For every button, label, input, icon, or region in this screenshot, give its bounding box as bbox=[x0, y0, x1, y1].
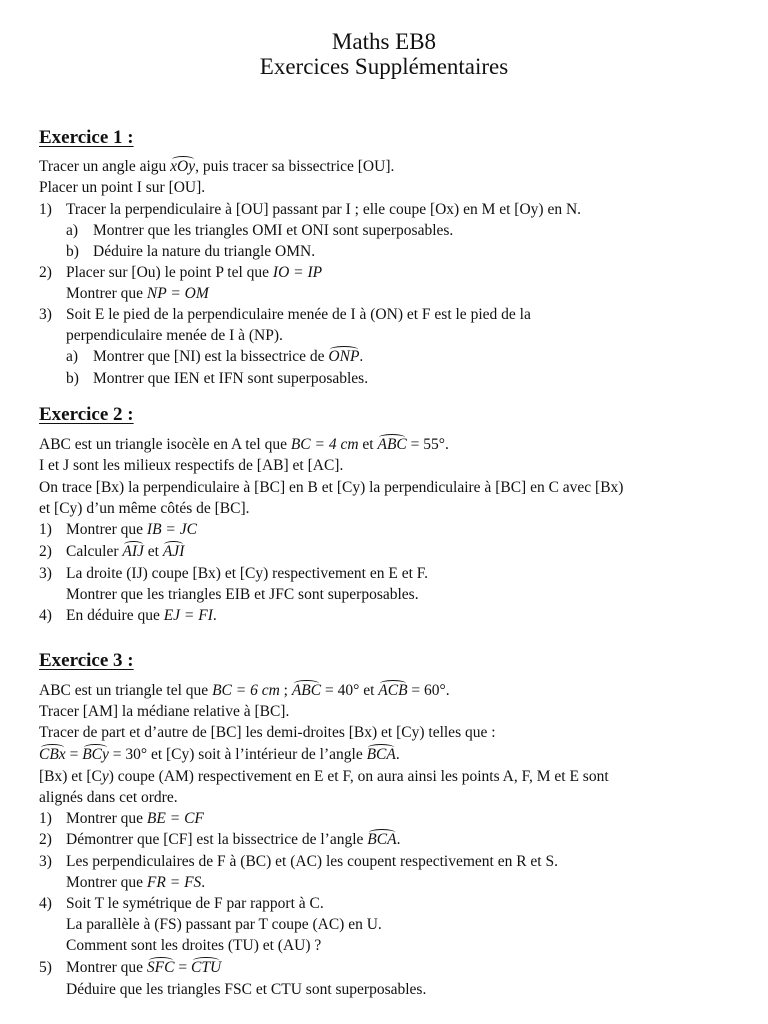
exercise-2-title: Exercice 2 : bbox=[39, 404, 134, 425]
angle-ctu: CTU bbox=[190, 959, 222, 976]
ex1-q3b: Montrer que IEN et IFN sont superposables. bbox=[93, 370, 369, 387]
angle-cbx: CBx bbox=[39, 746, 66, 763]
ex2-q2-number: 2) bbox=[39, 543, 52, 560]
ex2-line-1: ABC est un triangle isocèle en A tel que BC = 4 cm et ABC = 55°. bbox=[39, 436, 449, 453]
ex2-q3-number: 3) bbox=[39, 565, 52, 582]
angle-aji: AJI bbox=[162, 543, 185, 560]
ex1-q3b-letter: b) bbox=[66, 370, 79, 387]
ex1-q3: Soit E le pied de la perpendiculaire menée de I à (ON) et F est le pied de la bbox=[66, 306, 531, 323]
ex1-q3-number: 3) bbox=[39, 306, 52, 323]
ex1-q1-number: 1) bbox=[39, 201, 52, 218]
ex3-q2-number: 2) bbox=[39, 831, 52, 848]
angle-abc: ABC bbox=[291, 682, 322, 699]
ex1-q1: Tracer la perpendiculaire à [OU] passant par I ; elle coupe [Ox) en M et [Oy) en N. bbox=[66, 201, 582, 218]
angle-aij: AIJ bbox=[122, 543, 144, 560]
exercise-3-title: Exercice 3 : bbox=[39, 650, 134, 671]
ex3-q3-continued: Montrer que FR = FS. bbox=[66, 874, 206, 891]
ex1-q2-continued: Montrer que NP = OM bbox=[66, 285, 209, 302]
angle-bcy: BCy bbox=[82, 746, 109, 763]
ex3-q4: Soit T le symétrique de F par rapport à C. bbox=[66, 895, 324, 912]
ex1-q1a-letter: a) bbox=[66, 222, 79, 239]
ex1-q1b-letter: b) bbox=[66, 243, 79, 260]
ex3-line-4: CBx = BCy = 30° et [Cy) soit à l’intérieur de l’angle BCA. bbox=[39, 746, 400, 763]
ex3-line-1: ABC est un triangle tel que BC = 6 cm ; ABC = 40° et ACB = 60°. bbox=[39, 682, 450, 699]
ex3-q3: Les perpendiculaires de F à (BC) et (AC) les coupent respectivement en R et S. bbox=[66, 853, 558, 870]
ex2-q3-continued: Montrer que les triangles EIB et JFC sont superposables. bbox=[66, 586, 419, 603]
ex1-q2: Placer sur [Ou) le point P tel que IO = IP bbox=[66, 264, 323, 281]
ex3-line-6: alignés dans cet ordre. bbox=[39, 789, 178, 806]
ex2-line-3: On trace [Bx) la perpendiculaire à [BC] en B et [Cy) la perpendiculaire à [BC] en C avec [Bx) bbox=[39, 479, 624, 496]
ex1-q1b: Déduire la nature du triangle OMN. bbox=[93, 243, 316, 260]
angle-acb: ACB bbox=[378, 682, 408, 699]
ex3-q1-number: 1) bbox=[39, 810, 52, 827]
ex3-q5-number: 5) bbox=[39, 959, 52, 976]
ex2-q4: En déduire que EJ = FI. bbox=[66, 607, 217, 624]
ex1-q3a-letter: a) bbox=[66, 348, 79, 365]
ex3-q4-line-2: La parallèle à (FS) passant par T coupe (AC) en U. bbox=[66, 916, 382, 933]
ex3-q5-continued: Déduire que les triangles FSC et CTU sont superposables. bbox=[66, 981, 427, 998]
ex1-q2-number: 2) bbox=[39, 264, 52, 281]
angle-onp: ONP bbox=[328, 348, 360, 365]
ex3-q4-line-3: Comment sont les droites (TU) et (AU) ? bbox=[66, 937, 322, 954]
ex3-q2: Démontrer que [CF] est la bissectrice de l’angle BCA. bbox=[66, 831, 401, 848]
ex2-q2: Calculer AIJ et AJI bbox=[66, 543, 185, 560]
ex3-q3-number: 3) bbox=[39, 853, 52, 870]
page-subtitle: Exercices Supplémentaires bbox=[259, 54, 509, 79]
ex2-q1-number: 1) bbox=[39, 521, 52, 538]
ex3-line-2: Tracer [AM] la médiane relative à [BC]. bbox=[39, 703, 290, 720]
ex1-line-2: Placer un point I sur [OU]. bbox=[39, 179, 206, 196]
angle-bca: BCA bbox=[366, 746, 396, 763]
ex2-line-2: I et J sont les milieux respectifs de [AB] et [AC]. bbox=[39, 457, 344, 474]
ex3-line-3: Tracer de part et d’autre de [BC] les demi-droites [Bx) et [Cy) telles que : bbox=[39, 724, 496, 741]
angle-bca: BCA bbox=[367, 831, 397, 848]
ex2-q3: La droite (IJ) coupe [Bx) et [Cy) respectivement en E et F. bbox=[66, 565, 429, 582]
page-title: Maths EB8 bbox=[331, 29, 437, 54]
ex1-q1a: Montrer que les triangles OMI et ONI sont superposables. bbox=[93, 222, 454, 239]
ex2-q4-number: 4) bbox=[39, 607, 52, 624]
angle-xoy: xOy bbox=[170, 158, 196, 175]
ex3-q5: Montrer que SFC = CTU bbox=[66, 959, 222, 976]
ex1-q3-continued: perpendiculaire menée de I à (NP). bbox=[66, 327, 283, 344]
exercise-1-title: Exercice 1 : bbox=[39, 127, 134, 148]
ex1-line-1: Tracer un angle aigu xOy, puis tracer sa bissectrice [OU]. bbox=[39, 158, 395, 175]
ex1-q3a: Montrer que [NI) est la bissectrice de ONP. bbox=[93, 348, 364, 365]
ex2-line-4: et [Cy) d’un même côtés de [BC]. bbox=[39, 500, 250, 517]
ex3-q4-number: 4) bbox=[39, 895, 52, 912]
ex3-q1: Montrer que BE = CF bbox=[66, 810, 204, 827]
angle-abc: ABC bbox=[377, 436, 407, 453]
angle-sfc: SFC bbox=[146, 959, 175, 976]
ex2-q1: Montrer que IB = JC bbox=[66, 521, 197, 538]
ex3-line-5: [Bx) et [Cy) coupe (AM) respectivement en E et F, on aura ainsi les points A, F, M et E sont bbox=[39, 768, 609, 785]
